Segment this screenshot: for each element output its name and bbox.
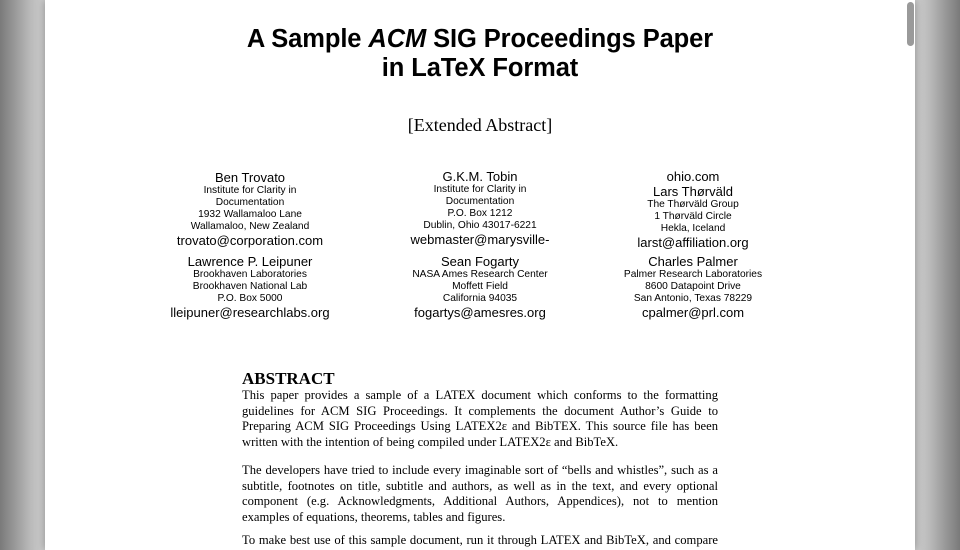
author-affiliation-line: Palmer Research Laboratories <box>623 269 763 280</box>
author-affiliation-line: Institute for Clarity in <box>433 184 527 195</box>
author-block <box>593 169 793 250</box>
author-affiliation-line: NASA Ames Research Center <box>412 269 548 280</box>
text-line: To make best use of this sample document, run it through LATEX and BibTeX, and compare <box>242 533 718 547</box>
abstract-paragraph <box>242 388 718 450</box>
author-affiliation-line: Hekla, Iceland <box>660 223 726 234</box>
author-name: Sean Fogarty <box>440 254 520 269</box>
author-email: cpalmer@prl.com <box>641 305 745 320</box>
author-affiliation-line: San Antonio, Texas 78229 <box>633 293 753 304</box>
author-affiliation-line: Documentation <box>215 197 285 208</box>
author-affiliation-line: Institute for Clarity in <box>203 185 297 196</box>
author-affiliation-line: 8600 Datapoint Drive <box>645 281 741 292</box>
author-email: webmaster@marysville- <box>410 232 550 247</box>
author-email: fogartys@amesres.org <box>414 305 546 320</box>
author-affiliation-line: 1932 Wallamaloo Lane <box>198 209 302 220</box>
text-line: The developers have tried to include every imaginable sort of “bells and whistles”, such as a <box>242 463 718 477</box>
author-name: Charles Palmer <box>648 254 738 269</box>
author-email: trovato@corporation.com <box>176 233 324 248</box>
author-affiliation-line: P.O. Box 5000 <box>217 293 283 304</box>
author-email: lleipuner@researchlabs.org <box>170 305 330 320</box>
text-line: This paper provides a sample of a LATEX document which conforms to the formatting <box>242 388 718 402</box>
scrollbar-thumb[interactable] <box>907 2 914 46</box>
text-line: written with the intention of being compiled under LATEX2ε and BibTeX. <box>242 434 619 449</box>
author-affiliation-line: Documentation <box>445 196 515 207</box>
paper-subtitle: [Extended Abstract] <box>407 115 553 135</box>
author-affiliation-line: Brookhaven Laboratories <box>193 269 307 280</box>
text-line: subtitle, footnotes on title, subtitle and authors, as well as in the text, and every optional <box>242 478 718 493</box>
author-affiliation-line: The Thørväld Group <box>647 199 739 210</box>
abstract-paragraph <box>242 463 718 525</box>
author-affiliation-line: Dublin, Ohio 43017-6221 <box>423 220 537 231</box>
author-name: Ben Trovato <box>214 170 286 185</box>
author-block <box>380 254 580 320</box>
vertical-scrollbar[interactable] <box>905 0 915 550</box>
author-block <box>150 254 350 320</box>
author-name: G.K.M. Tobin <box>442 169 518 184</box>
author-affiliation-line: Moffett Field <box>452 281 508 292</box>
author-affiliation-line: P.O. Box 1212 <box>447 208 513 219</box>
text-line: Preparing ACM SIG Proceedings Using LATEX2ε and BibTEX. This source file has been <box>242 419 718 433</box>
abstract-heading: ABSTRACT <box>242 369 335 388</box>
author-affiliation-line: Brookhaven National Lab <box>192 281 308 292</box>
author-block <box>150 170 350 248</box>
author-name: Lars Thørväld <box>653 184 733 199</box>
author-email: larst@affiliation.org <box>637 235 749 250</box>
abstract-paragraph <box>242 533 718 549</box>
author-block <box>380 169 580 247</box>
author-email-continuation: ohio.com <box>666 169 720 184</box>
text-line: guidelines for ACM SIG Proceedings. It complements the document Author’s Guide to <box>242 403 718 418</box>
author-affiliation-line: Wallamaloo, New Zealand <box>190 221 310 232</box>
author-name: Lawrence P. Leipuner <box>187 254 313 269</box>
author-block <box>593 254 793 320</box>
paper-title-line-2: in LaTeX Format <box>381 54 579 82</box>
paper-page[interactable] <box>45 0 915 550</box>
author-affiliation-line: 1 Thørväld Circle <box>654 211 732 222</box>
text-line: examples of equations, theorems, tables and figures. <box>242 509 506 524</box>
text-line: component (e.g. Acknowledgments, Additional Authors, Appendices), not to mention <box>242 494 718 508</box>
author-affiliation-line: California 94035 <box>442 293 518 304</box>
paper-title-line-1: A Sample ACM SIG Proceedings Paper <box>246 25 714 53</box>
